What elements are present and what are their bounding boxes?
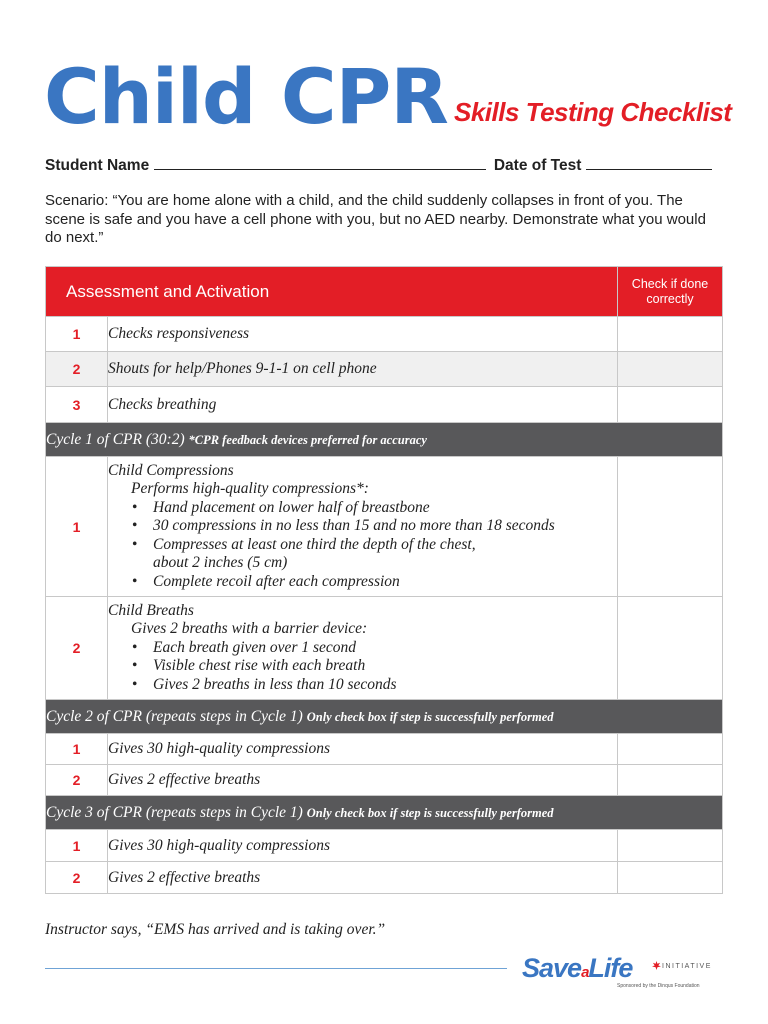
page-title: Child CPR (44, 52, 448, 141)
table-row (46, 317, 723, 352)
check-box[interactable] (618, 830, 723, 862)
step-text: Gives 30 high-quality compressions (108, 830, 618, 862)
table-row (46, 387, 723, 423)
table-row (46, 862, 723, 894)
check-box[interactable] (618, 352, 723, 387)
step-number: 2 (46, 862, 108, 894)
list-item: • Compresses at least one third the depth of the chest, about 2 inches (5 cm) (132, 535, 476, 572)
date-of-test-field[interactable] (586, 157, 712, 170)
table-row (46, 352, 723, 387)
step-text: Shouts for help/Phones 9-1-1 on cell phone (108, 352, 618, 387)
cycle-title: Cycle 1 of CPR (30:2) (46, 430, 185, 448)
check-box[interactable] (618, 387, 723, 423)
step-heading: Child Compressions (108, 461, 234, 479)
list-item: • Complete recoil after each compression (132, 572, 400, 590)
step-number: 2 (46, 765, 108, 796)
step-text (108, 457, 618, 597)
checklist-table (45, 266, 723, 894)
step-number: 3 (46, 387, 108, 423)
maple-leaf-icon (652, 961, 661, 970)
cycle-2-header (46, 700, 723, 734)
table-row (46, 765, 723, 796)
title-row (44, 52, 732, 142)
cycle-note: Only check box if step is successfully performed (306, 805, 554, 820)
list-item: • Gives 2 breaths in less than 10 seconds (132, 675, 397, 693)
cycle-note: *CPR feedback devices preferred for accuracy (188, 432, 427, 447)
step-text: Checks responsiveness (108, 317, 618, 352)
step-text: Checks breathing (108, 387, 618, 423)
check-box[interactable] (618, 862, 723, 894)
table-row (46, 457, 723, 597)
cycle-1-header (46, 423, 723, 457)
bullet-list (108, 499, 617, 592)
check-box[interactable] (618, 734, 723, 765)
cycle-title: Cycle 3 of CPR (repeats steps in Cycle 1) (46, 803, 303, 821)
step-text: Gives 2 effective breaths (108, 765, 618, 796)
step-number: 1 (46, 830, 108, 862)
step-subheading: Performs high-quality compressions*: (131, 480, 369, 498)
footer-divider (45, 968, 507, 969)
check-box[interactable] (618, 765, 723, 796)
check-box[interactable] (618, 317, 723, 352)
table-row (46, 734, 723, 765)
date-of-test-label: Date of Test (493, 157, 582, 174)
step-text (108, 597, 618, 700)
header-check-label: Check if done correctly (618, 267, 723, 317)
list-item: • Visible chest rise with each breath (132, 657, 366, 675)
step-number: 1 (46, 734, 108, 765)
step-number: 2 (46, 352, 108, 387)
student-name-label: Student Name (45, 157, 150, 174)
step-text: Gives 2 effective breaths (108, 862, 618, 894)
header-title: Assessment and Activation (46, 267, 618, 317)
cycle-title: Cycle 2 of CPR (repeats steps in Cycle 1) (46, 707, 303, 725)
list-item: • 30 compressions in no less than 15 and no more than 18 seconds (132, 517, 555, 535)
logo-sponsor: Sponsored by the Dinqus Foundation (617, 983, 700, 989)
student-info-line (45, 157, 725, 175)
check-box[interactable] (618, 457, 723, 597)
save-a-life-logo (522, 953, 732, 993)
step-number: 2 (46, 597, 108, 700)
page-subtitle: Skills Testing Checklist (454, 97, 732, 127)
step-text: Gives 30 high-quality compressions (108, 734, 618, 765)
list-item: • Each breath given over 1 second (132, 638, 357, 656)
step-number: 1 (46, 317, 108, 352)
table-row (46, 597, 723, 700)
logo-wordmark: SaveaLife (522, 953, 633, 983)
cycle-note: Only check box if step is successfully performed (306, 709, 554, 724)
check-box[interactable] (618, 597, 723, 700)
step-heading: Child Breaths (108, 601, 194, 619)
list-item: • Hand placement on lower half of breastbone (132, 498, 430, 516)
step-subheading: Gives 2 breaths with a barrier device: (131, 620, 368, 638)
cycle-3-header (46, 796, 723, 830)
table-header (46, 267, 723, 317)
instructor-note: Instructor says, “EMS has arrived and is taking over.” (45, 921, 386, 938)
logo-initiative: INITIATIVE (662, 963, 712, 970)
table-row (46, 830, 723, 862)
step-number: 1 (46, 457, 108, 597)
bullet-list (108, 639, 617, 695)
student-name-field[interactable] (154, 157, 486, 170)
scenario-text: Scenario: “You are home alone with a child, and the child suddenly collapses in front of you. The scene is safe and you have a cell phone with you, but no AED nearby. Demonstrate what you would do next.” (45, 192, 706, 246)
